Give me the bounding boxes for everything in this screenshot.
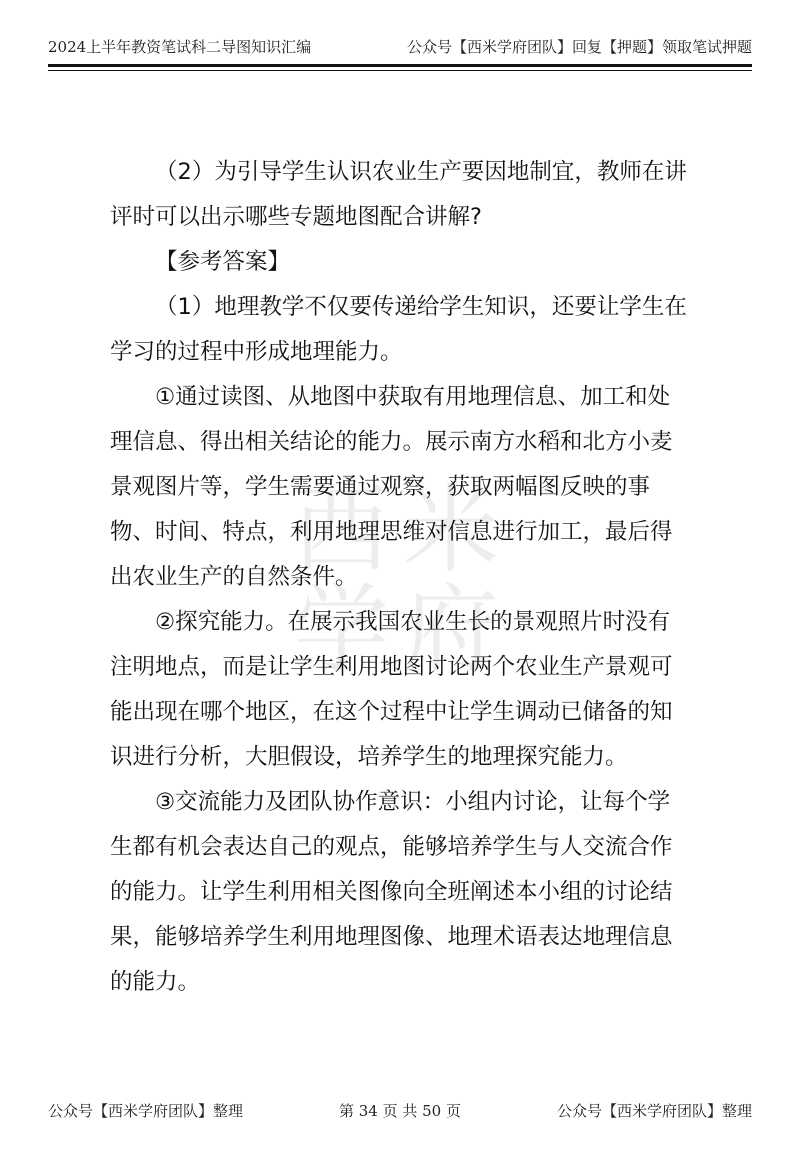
footer-page-number: 第 34 页 共 50 页 — [338, 1102, 461, 1120]
watermark-char: 西 — [293, 474, 397, 586]
answer-point-2: ②探究能力。在展示我国农业生长的景观照片时没有注明地点，而是让学生利用地图讨论两个农业生产景观可能出现在哪个地区，在这个过程中让学生调动已储备的知识进行分析，大胆假设，培养学生的地理探究能力。 — [110, 609, 673, 770]
header-rule-thick — [48, 64, 752, 67]
page-header — [48, 36, 752, 57]
answer-point-3: ③交流能力及团队协作意识：小组内讨论，让每个学生都有机会表达自己的观点，能够培养学生与人交流合作的能力。让学生利用相关图像向全班阐述本小组的讨论结果，能够培养学生利用地理图像、地理术语表达地理信息的能力。 — [110, 789, 673, 995]
footer-right: 公众号【西米学府团队】整理 — [556, 1102, 752, 1120]
header-rule-thin — [48, 70, 752, 71]
answer-point-1: ①通过读图、从地图中获取有用地理信息、加工和处理信息、得出相关结论的能力。展示南方水稻和北方小麦景观图片等，学生需要通过观察，获取两幅图反映的事物、时间、特点，利用地理思维对信息进行加工，最后得出农业生产的自然条件。 — [110, 384, 673, 590]
watermark-char: 学 — [293, 574, 397, 686]
answer-1-intro: （1）地理教学不仅要传递给学生知识，还要让学生在学习的过程中形成地理能力。 — [110, 294, 687, 365]
question-2: （2）为引导学生认识农业生产要因地制宜，教师在讲评时可以出示哪些专题地图配合讲解? — [110, 159, 687, 230]
document-body — [110, 150, 690, 1005]
header-right-notice: 公众号【西米学府团队】回复【押题】领取笔试押题 — [406, 38, 752, 56]
page-footer — [48, 1100, 752, 1121]
watermark-char: 米 — [403, 474, 507, 586]
watermark-char: 府 — [403, 574, 507, 686]
header-left-title: 2024上半年教资笔试科二导图知识汇编 — [48, 38, 312, 56]
answer-heading: 【参考答案】 — [155, 249, 291, 275]
footer-left: 公众号【西米学府团队】整理 — [48, 1102, 244, 1120]
